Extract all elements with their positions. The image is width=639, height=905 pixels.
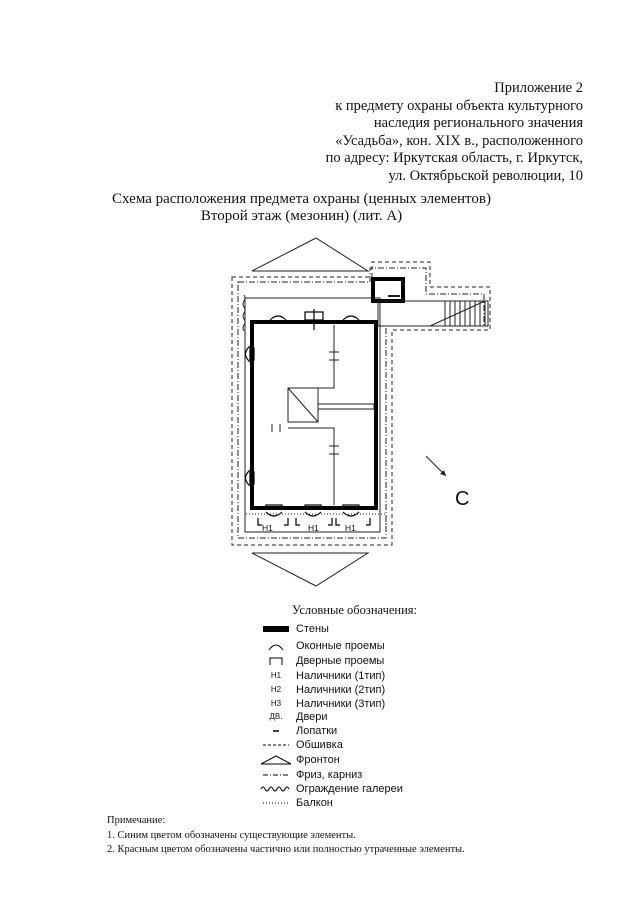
main-walls [252, 322, 376, 508]
casing-label: Н1 [345, 523, 356, 533]
legend-label: Ограждение галереи [296, 782, 403, 795]
window-top-right [343, 316, 359, 320]
scheme-title-line-2: Второй этаж (мезонин) (лит. А) [200, 208, 403, 224]
note-item: 2. Красным цветом обозначены частично или полностью утраченные элементы. [107, 844, 465, 855]
appendix-line: к предмету охраны объекта культурного [335, 97, 583, 114]
legend-item-pediment [256, 752, 340, 767]
appendix-line: ул. Октябрьской революции, 10 [388, 167, 583, 184]
legend-item-windows [256, 638, 385, 653]
legend-title: Условные обозначения: [292, 603, 418, 617]
legend-label: Дверные проемы [296, 654, 385, 667]
legend-item-cladding [256, 737, 343, 752]
casing-bracket [366, 518, 370, 525]
legend-symbol-text: Н2 [270, 685, 282, 694]
interior-partition-upper [288, 325, 334, 420]
north-arrow-icon [426, 456, 446, 476]
appendix-line: наследия регионального значения [373, 115, 583, 131]
window-left-upper [246, 346, 251, 362]
legend-symbol-text: Н1 [270, 671, 282, 680]
wall-symbol-icon [256, 621, 296, 636]
casing-bracket [296, 518, 300, 525]
casing-label: Н1 [308, 523, 319, 533]
frieze-outline [238, 268, 484, 538]
scheme-title-line-1: Схема расположения предмета охраны (ценных элементов) [112, 191, 491, 207]
legend-label: Лопатки [296, 724, 338, 737]
legend-label: Стены [296, 622, 329, 635]
legend-label: Обшивка [296, 738, 343, 751]
window-left-lower [246, 470, 251, 486]
window-opening-icon [256, 638, 296, 653]
gallery-fence-icon [256, 781, 296, 796]
legend-item-frieze [256, 767, 362, 782]
legend-item-casing-1 [256, 668, 385, 683]
north-marker: С [455, 488, 470, 510]
legend-label: Наличники (3тип) [296, 697, 386, 710]
interior-passage [318, 404, 374, 409]
stair-treads [450, 301, 480, 326]
bottom-pediment [252, 553, 368, 586]
window-top-left [270, 316, 286, 320]
notes-title: Примечание: [107, 815, 166, 826]
balcony-icon [256, 795, 296, 810]
legend-label: Оконные проемы [296, 639, 385, 652]
legend-item-doors [256, 709, 328, 724]
legend-item-balcony [256, 795, 333, 810]
notes [107, 814, 465, 858]
legend-item-gallery-fence [256, 781, 403, 796]
appendix-line: по адресу: Иркутская область, г. Иркутск, [325, 150, 583, 166]
legend-label: Балкон [296, 796, 333, 809]
note-item: 1. Синим цветом обозначены существующие элементы. [107, 829, 356, 841]
appendix-line: Приложение 2 [494, 80, 583, 96]
frieze-icon [256, 767, 296, 782]
pilaster-icon [256, 723, 296, 738]
legend-item-walls [256, 621, 329, 636]
legend-symbol-text: Н3 [270, 699, 282, 708]
legend-item-doors-openings [256, 653, 384, 668]
casing-bracket [284, 518, 288, 525]
legend-item-casing-2 [256, 682, 385, 697]
casing-bracket [328, 518, 332, 525]
appendix-line: «Усадьба», кон. XIX в., расположенного [335, 132, 583, 149]
interior-partition-lower [288, 428, 334, 505]
legend-label: Фронтон [296, 753, 340, 766]
cladding-icon [256, 737, 296, 752]
legend-label: Двери [296, 710, 328, 723]
legend-item-pilasters [256, 723, 337, 738]
casing-label: Н1 [262, 523, 273, 533]
stair-gallery [378, 301, 488, 326]
legend-label: Наличники (2тип) [296, 683, 386, 696]
interior-stair-diagonal [288, 388, 318, 422]
legend-label: Фриз, карниз [296, 768, 363, 781]
door-opening-icon [256, 653, 296, 668]
stair-diagonal [430, 301, 485, 326]
top-pediment [252, 238, 368, 271]
casing-bracket [336, 518, 340, 525]
legend-label: Наличники (1тип) [296, 669, 386, 682]
pediment-icon [256, 752, 296, 767]
legend-symbol-text: ДВ. [269, 712, 283, 721]
gallery-fence [245, 298, 380, 532]
